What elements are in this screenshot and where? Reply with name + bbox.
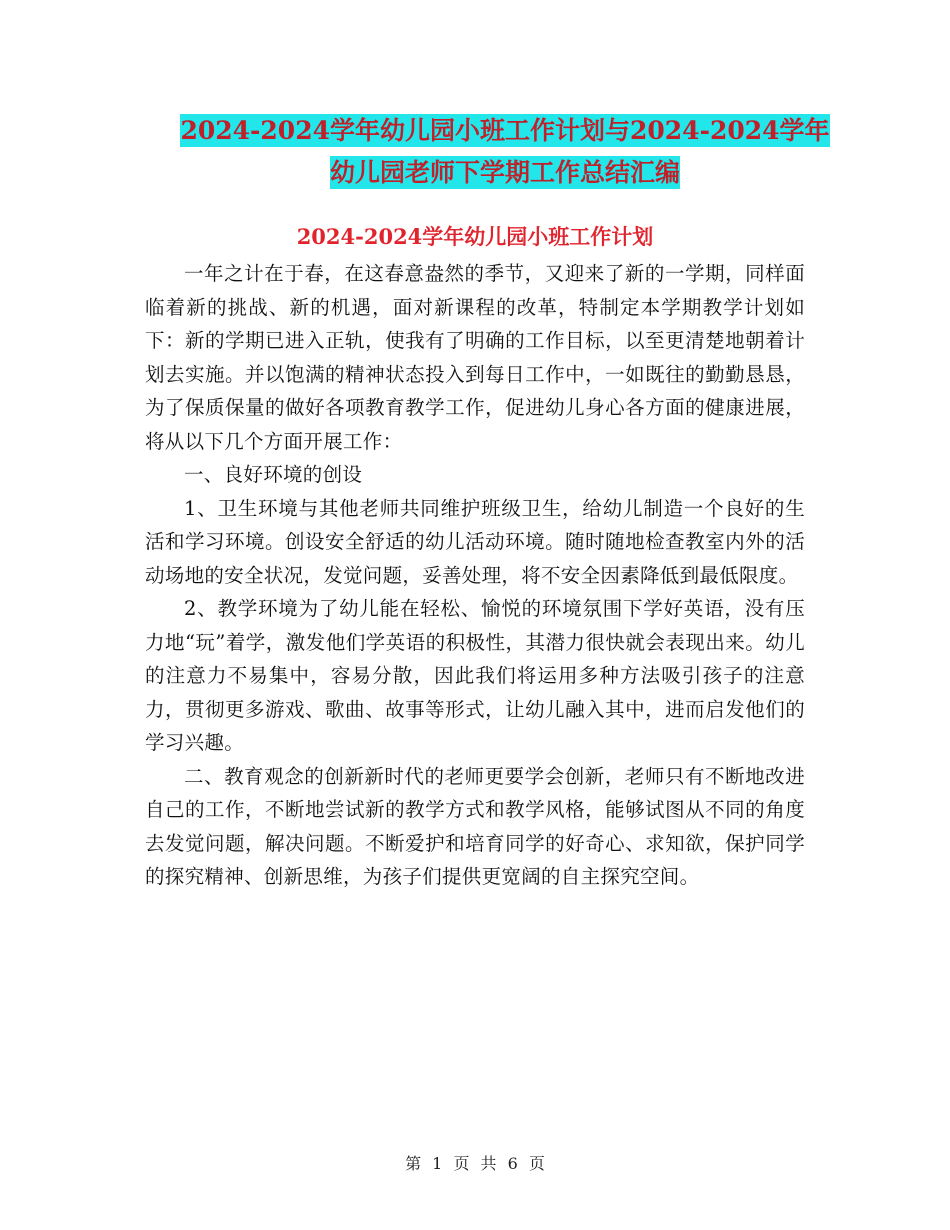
paragraph-teaching-environment: 2、教学环境为了幼儿能在轻松、愉悦的环境氛围下学好英语，没有压力地“玩”着学，激发他们学英语的积极性，其潜力很快就会表现出来。幼儿的注意力不易集中，容易分散，因此我们将运用多种方法吸引孩子的注意力，贯彻更多游戏、歌曲、故事等形式，让幼儿融入其中，进而启发他们的学习兴趣。 xyxy=(145,597,805,754)
document-title xyxy=(145,110,865,194)
document-title-line-2: 幼儿园老师下学期工作总结汇编 xyxy=(329,158,680,187)
paragraph-intro: 一年之计在于春，在这春意盎然的季节，又迎来了新的一学期，同样面临着新的挑战、新的机遇，面对新课程的改革，特制定本学期教学计划如下：新的学期已进入正轨，使我有了明确的工作目标，以至更清楚地朝着计划去实施。并以饱满的精神状态投入到每日工作中，一如既往的勤勤恳恳，为了保质保量的做好各项教育教学工作，促进幼儿身心各方面的健康进展，将从以下几个方面开展工作： xyxy=(145,262,805,453)
document-title-line-1: 2024-2024学年幼儿园小班工作计划与2024-2024学年 xyxy=(180,116,830,145)
paragraph-hygiene-environment: 1、卫生环境与其他老师共同维护班级卫生，给幼儿制造一个良好的生活和学习环境。创设安全舒适的幼儿活动环境。随时随地检查教室内外的活动场地的安全状况，发觉问题，妥善处理，将不安全因素降低到最低限度。 xyxy=(145,496,805,587)
paragraph-education-innovation: 二、教育观念的创新新时代的老师更要学会创新，老师只有不断地改进自己的工作，不断地尝试新的教学方式和教学风格，能够试图从不同的角度去发觉问题，解决问题。不断爱护和培育同学的好奇心、求知欲，保护同学的探究精神、创新思维，为孩子们提供更宽阔的自主探究空间。 xyxy=(145,764,805,888)
paragraph-heading-environment: 一、良好环境的创设 xyxy=(184,463,363,486)
document-body xyxy=(145,257,805,894)
page-footer: 第 1 页 共 6 页 xyxy=(405,1154,545,1173)
section-title: 2024-2024学年幼儿园小班工作计划 xyxy=(296,224,654,249)
